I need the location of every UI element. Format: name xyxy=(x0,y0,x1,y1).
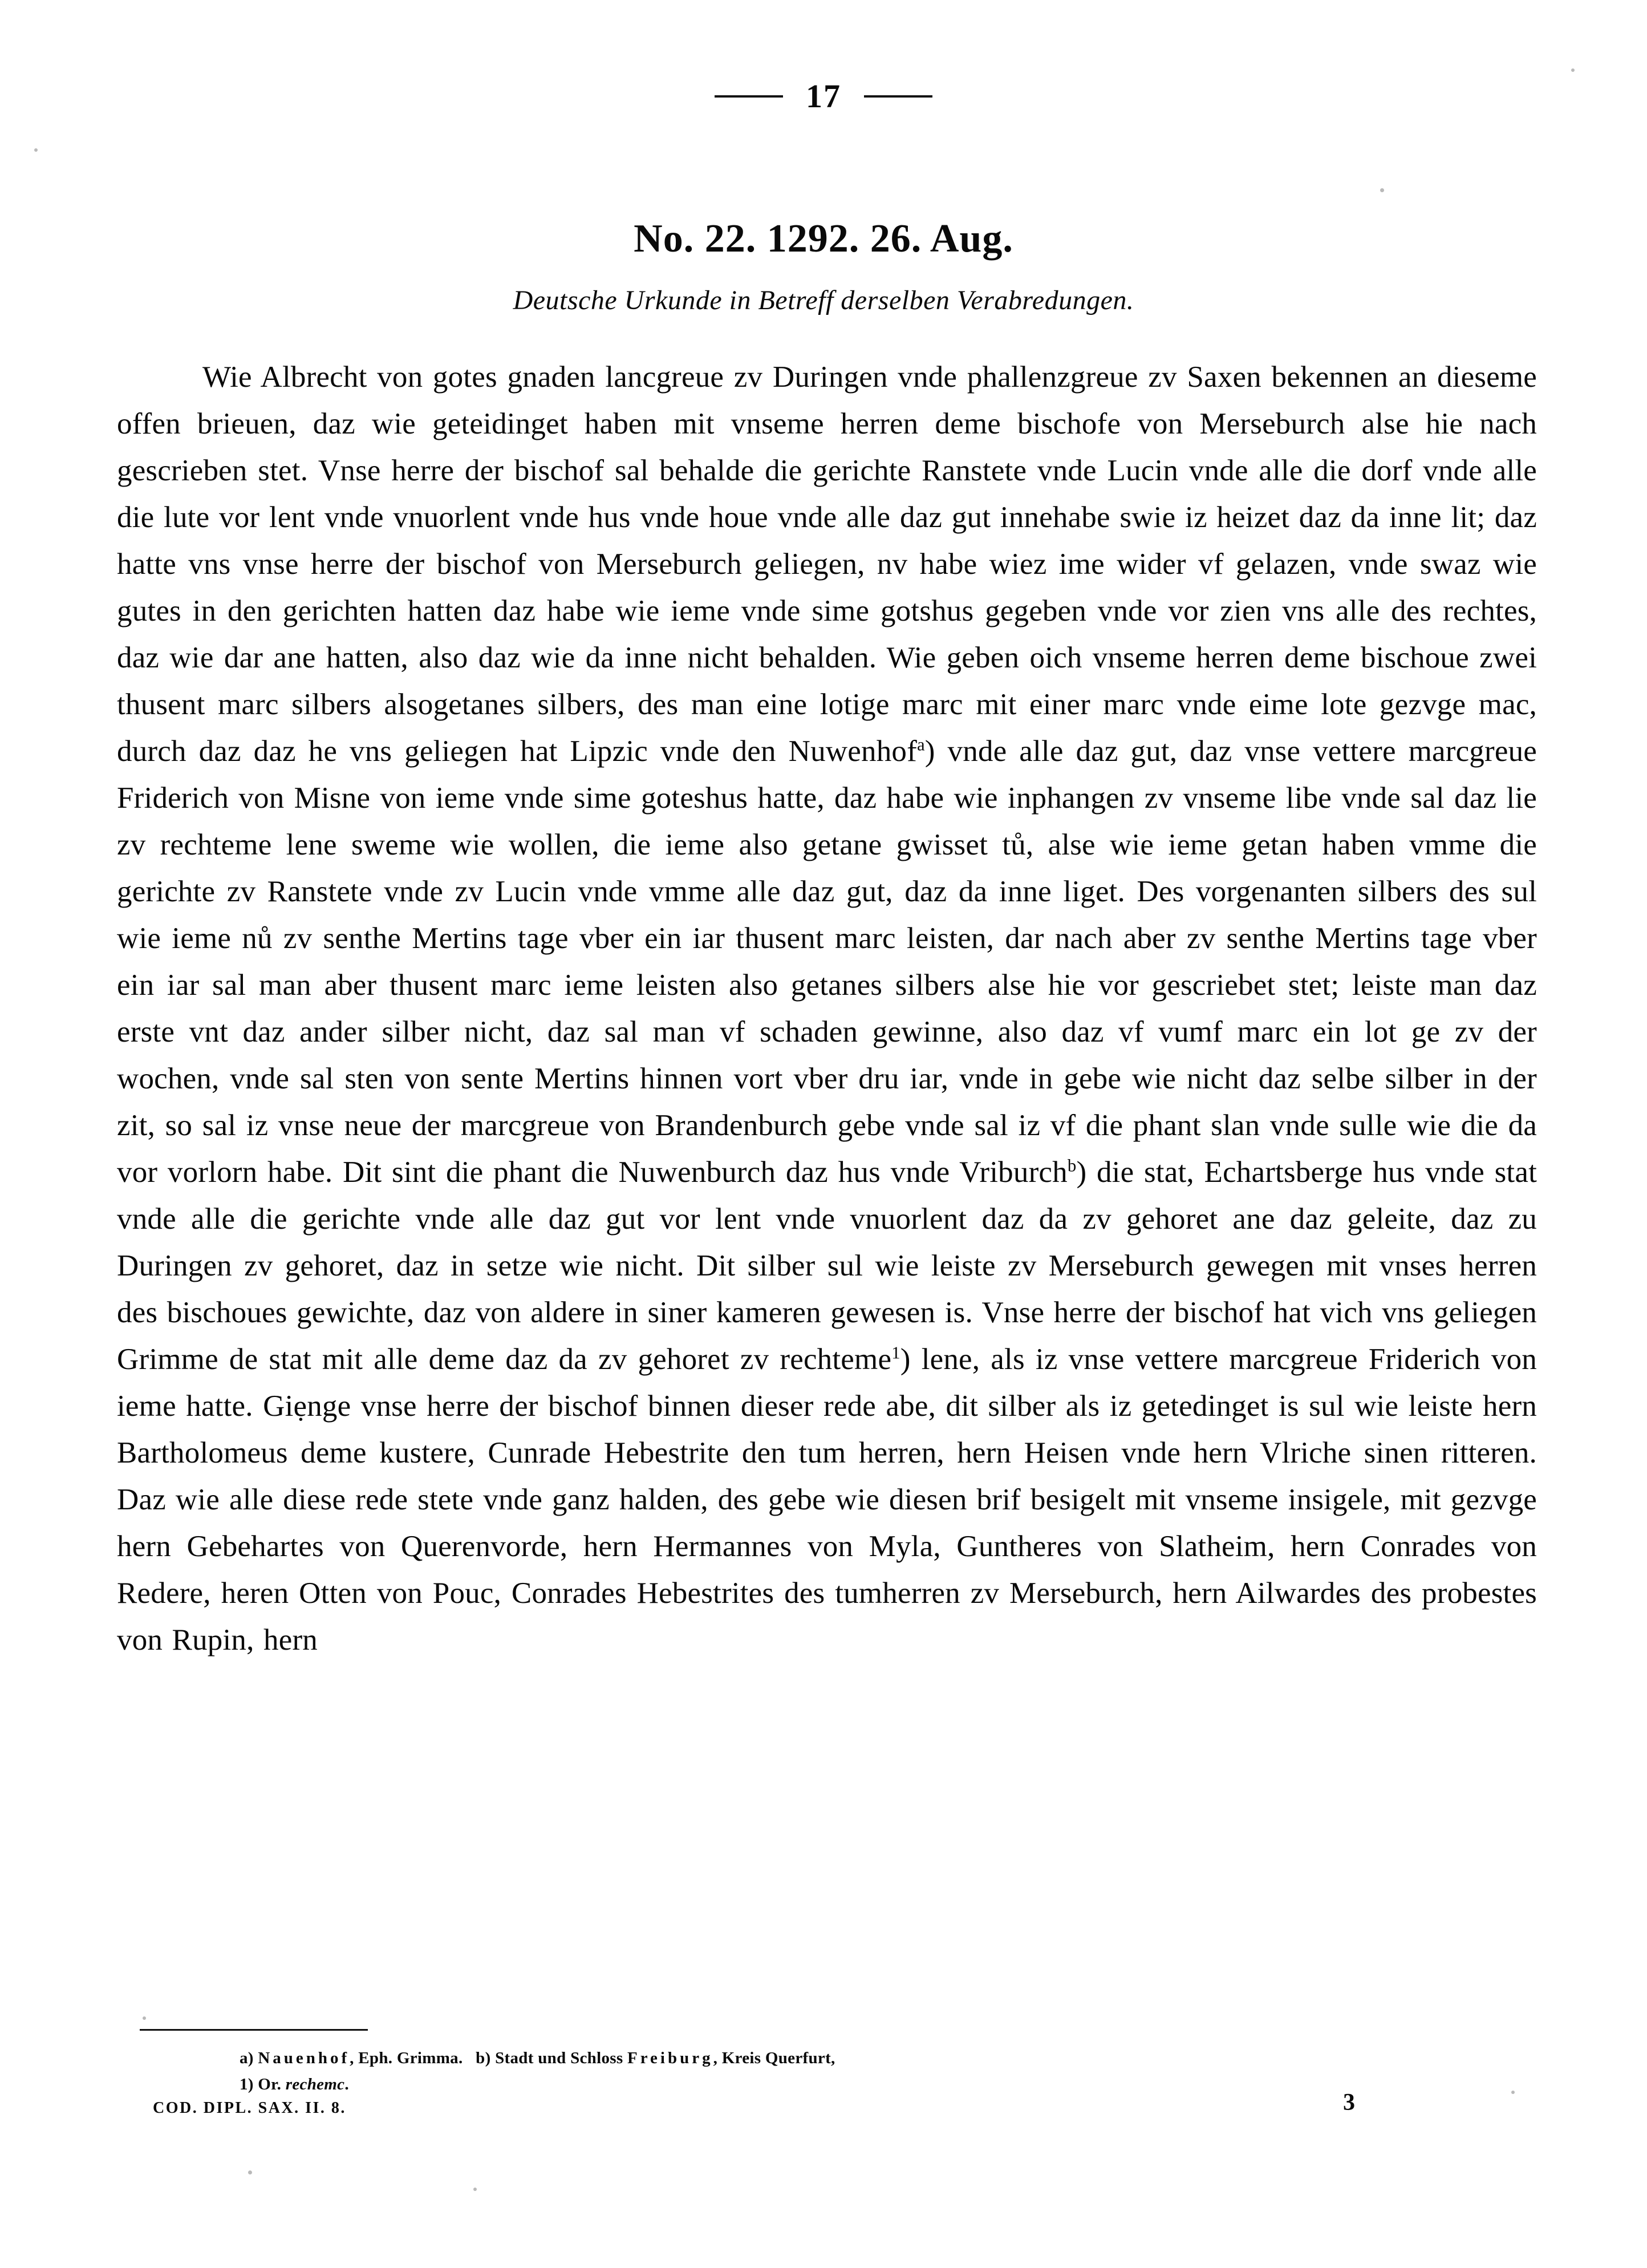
charter-body xyxy=(117,354,1537,1663)
scan-speck xyxy=(248,2170,252,2174)
footnote-line-1: 1) Or. rechemc. xyxy=(240,2075,349,2093)
charter-paragraph: Wie Albrecht von gotes gnaden lancgreue zv Duringen vnde phallenzgreue zv Saxen bekennen an dieseme offen brieuen, daz wie geteidinget haben mit vnseme herren deme bischofe von Merseburch alse hie nach gescrieben stet. Vnse herre der bischof sal behalde die gerichte Ranstete vnde Lucin vnde alle die dorf vnde alle die lute vor lent vnde vnuorlent vnde hus vnde houe vnde alle daz gut innehabe swie iz heizet daz da inne lit; daz hatte vns vnse herre der bischof von Merseburch geliegen, nv habe wiez ime wider vf gelazen, vnde swaz wie gutes in den gerichten hatten daz habe wie ieme vnde sime gotshus gegeben vnde vor zien vns alle des rechtes, daz wie dar ane hatten, also daz wie da inne nicht behalden. Wie geben oich vnseme herren deme bischoue zwei thusent marc silbers alsogetanes silbers, des man eine lotige marc mit einer marc vnde eime lote gezvge mac, durch daz daz he vns geliegen hat Lipzic vnde den Nuwenhof$^a$) vnde alle daz gut, daz vnse vettere marcgreue Friderich von Misne von ieme vnde sime goteshus hatte, daz habe wie inphangen zv vnseme libe vnde sal daz lie zv rechteme lene sweme wie wollen, die ieme also getane gwisset tů, alse wie ieme getan haben vmme die gerichte zv Ranstete vnde zv Lucin vnde vmme alle daz gut, daz da inne liget. Des vorgenanten silbers des sul wie ieme nů zv senthe Mertins tage vber ein iar thusent marc leisten, dar nach aber zv senthe Mertins tage vber ein iar sal man aber thusent marc ieme leisten also getanes silbers alse hie vor gescriebet stet; leiste man daz erste vnt daz ander silber nicht, daz sal man vf schaden gewinne, also daz vf vumf marc ein lot ge zv der wochen, vnde sal sten von sente Mertins hinnen vort vber dru iar, vnde in gebe wie nicht daz selbe silber in der zit, so sal iz vnse neue der marcgreue von Brandenburch gebe vnde sal iz vf die phant slan vnde sulle wie die da vor vorlorn habe. Dit sint die phant die Nuwenburch daz hus vnde Vriburch$^b$) die stat, Echartsberge hus vnde stat vnde alle die gerichte vnde alle daz gut vor lent vnde vnuorlent daz da zv gehoret ane daz geleite, daz zu Duringen zv gehoret, daz in setze wie nicht. Dit silber sul wie leiste zv Merseburch gewegen mit vnses herren des bischoues gewichte, daz von aldere in siner kameren gewesen is. Vnse herre der bischof hat vich vns geliegen Grimme de stat mit alle deme daz da zv gehoret zv rechteme$^1$) lene, als iz vnse vettere marcgreue Friderich von ieme hatte. Giẹnge vnse herre der bischof binnen dieser rede abe, dit silber als iz getedinget is sul wie leiste hern Bartholomeus deme kustere, Cunrade Hebestrite den tum herren, hern Heisen vnde hern Vlriche sinen ritteren. Daz wie alle diese rede stete vnde ganz halden, des gebe wie diesen brif besigelt mit vnseme insigele, mit gezvge hern Gebehartes von Querenvorde, hern Hermannes von Myla, Guntheres von Slatheim, hern Conrades von Redere, heren Otten von Pouc, Conrades Hebestrites des tumherren zv Merseburch, hern Ailwardes des probestes von Rupin, hern xyxy=(117,361,1537,1657)
document-title: No. 22. 1292. 26. Aug. xyxy=(634,217,1013,261)
scan-speck xyxy=(34,148,38,152)
running-head xyxy=(0,80,1647,113)
scan-speck xyxy=(1380,188,1384,192)
page-number: 17 xyxy=(806,78,841,115)
footnote-block xyxy=(140,2045,1508,2097)
running-head-rule-left xyxy=(715,95,783,98)
signature-mark: 3 xyxy=(1343,2089,1355,2116)
scan-speck xyxy=(1511,2091,1515,2094)
footnote-separator-rule xyxy=(140,2029,368,2031)
colophon: COD. DIPL. SAX. II. 8. xyxy=(153,2099,346,2117)
scan-speck xyxy=(143,2016,146,2020)
scan-speck xyxy=(473,2188,477,2191)
running-head-rule-right xyxy=(864,95,932,98)
footnote-line-ab: a) Nauenhof, Eph. Grimma. b) Stadt und Schloss Freiburg, Kreis Querfurt, xyxy=(240,2049,835,2067)
scan-speck xyxy=(1571,68,1575,72)
document-subtitle: Deutsche Urkunde in Betreff derselben Verabredungen. xyxy=(513,285,1134,315)
title-block xyxy=(0,217,1647,316)
